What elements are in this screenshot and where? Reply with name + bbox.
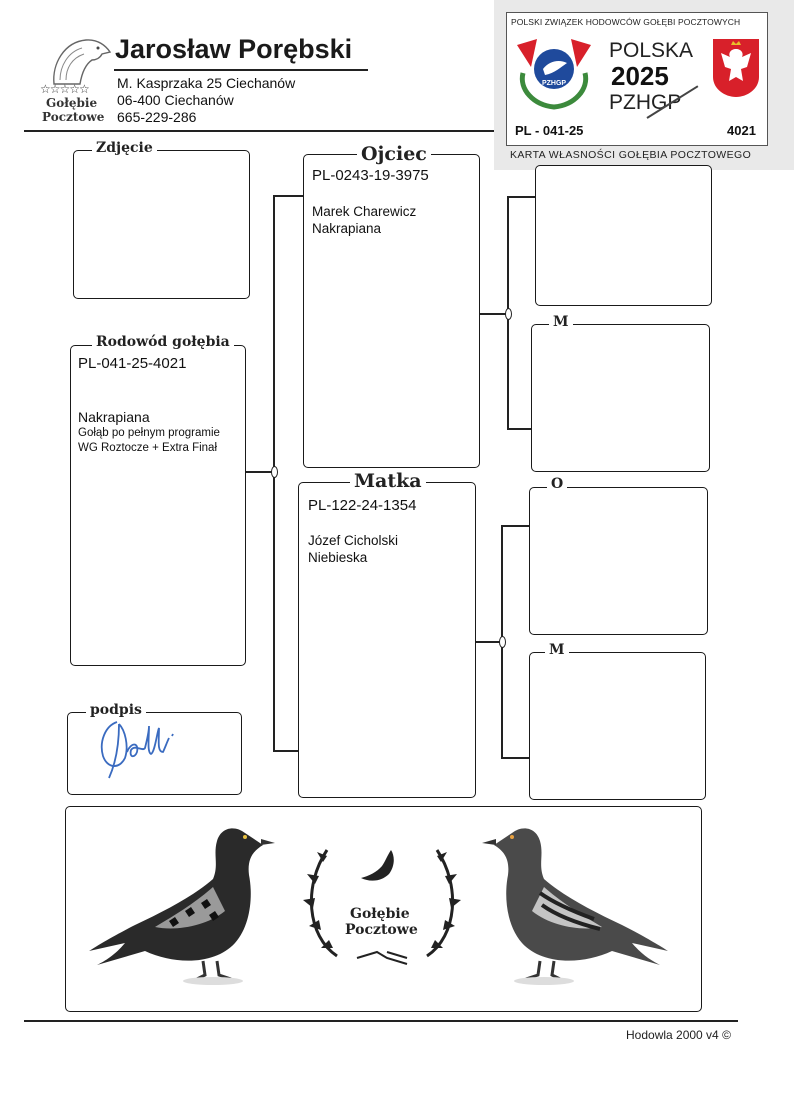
father-box: [303, 154, 480, 468]
signature-legend: podpis: [86, 702, 146, 718]
grandmother-maternal-box: [529, 652, 706, 800]
handwritten-signature: [95, 712, 195, 782]
photo-box: [73, 150, 250, 299]
connector-fm: [507, 428, 531, 430]
card-org: PZHGP: [609, 91, 682, 114]
wreath-logo-line-1: Gołębie: [350, 906, 410, 922]
address-line-2: 06-400 Ciechanów: [117, 92, 234, 108]
pigeon-ring: PL-041-25-4021: [78, 355, 187, 372]
mother-ring: PL-122-24-1354: [308, 497, 417, 514]
logo-stars: ☆☆☆☆☆: [40, 82, 89, 96]
phone: 665-229-286: [117, 109, 197, 125]
card-bottom-text: KARTA WŁASNOŚCI GOŁĘBIA POCZTOWEGO: [510, 149, 752, 161]
badge-text: PZHGP: [541, 80, 567, 87]
logo-word-1: Gołębie: [46, 96, 98, 110]
card-inner: [506, 12, 768, 146]
header-underline: [114, 69, 368, 71]
pzhgp-logo: [509, 33, 599, 111]
grandfather-maternal-legend: O: [547, 476, 567, 492]
breeder-name: Jarosław Porębski: [115, 34, 353, 64]
card-ring-prefix: PL - 041-25: [515, 123, 584, 138]
address-line-1: M. Kasprzaka 25 Ciechanów: [117, 75, 296, 91]
connector-ff: [507, 196, 535, 198]
grandfather-maternal-box: [529, 487, 708, 635]
pigeon-box: [70, 345, 246, 666]
pigeon-left-image: [85, 815, 285, 995]
card-ring-number: 4021: [727, 123, 756, 138]
pigeon-color: Nakrapiana: [78, 409, 150, 425]
connector-father: [273, 195, 303, 197]
card-year: 2025: [611, 61, 669, 91]
connector-mother: [273, 750, 300, 752]
ownership-card: [494, 0, 794, 170]
father-owner: Marek Charewicz: [312, 204, 417, 219]
connector-mf: [501, 525, 529, 527]
wreath-logo: [297, 826, 467, 976]
footer-version: Hodowla 2000 v4 ©: [626, 1028, 731, 1042]
pigeon-note-1: Gołąb po pełnym programie: [78, 427, 220, 439]
card-country: POLSKA: [609, 39, 694, 62]
logo-word-2: Pocztowe: [42, 110, 105, 124]
connector-mm: [501, 757, 529, 759]
connector-dot-child: [271, 466, 278, 478]
connector-dot-father: [505, 308, 512, 320]
father-legend: Ojciec: [357, 143, 431, 165]
header-rule: [24, 130, 494, 132]
father-color: Nakrapiana: [312, 221, 382, 236]
mother-box: [298, 482, 476, 798]
card-top-text: POLSKI ZWIĄZEK HODOWCÓW GOŁĘBI POCZTOWYCH: [511, 17, 741, 27]
grandmother-paternal-box: [531, 324, 710, 472]
pigeon-right-image: [472, 815, 672, 995]
grandmother-maternal-legend: M: [545, 642, 569, 658]
grandfather-paternal-box: [535, 165, 712, 306]
grandmother-paternal-legend: M: [549, 314, 573, 330]
eagle-icon: [46, 34, 116, 86]
wreath-logo-line-2: Pocztowe: [345, 922, 418, 938]
connector-father-out: [480, 313, 508, 315]
mother-color: Niebieska: [308, 550, 368, 565]
polish-eagle-emblem: [711, 37, 761, 99]
breeder-logo: [38, 34, 110, 126]
mother-owner: Józef Cicholski: [308, 533, 399, 548]
father-ring: PL-0243-19-3975: [312, 167, 429, 184]
photo-legend: Zdjęcie: [92, 140, 157, 156]
connector-dot-mother: [499, 636, 506, 648]
pigeon-note-2: WG Roztocze + Extra Finał: [78, 442, 217, 454]
mother-legend: Matka: [350, 470, 426, 492]
pigeon-legend: Rodowód gołębia: [92, 334, 234, 350]
connector-child: [246, 471, 274, 473]
footer-rule: [24, 1020, 738, 1022]
